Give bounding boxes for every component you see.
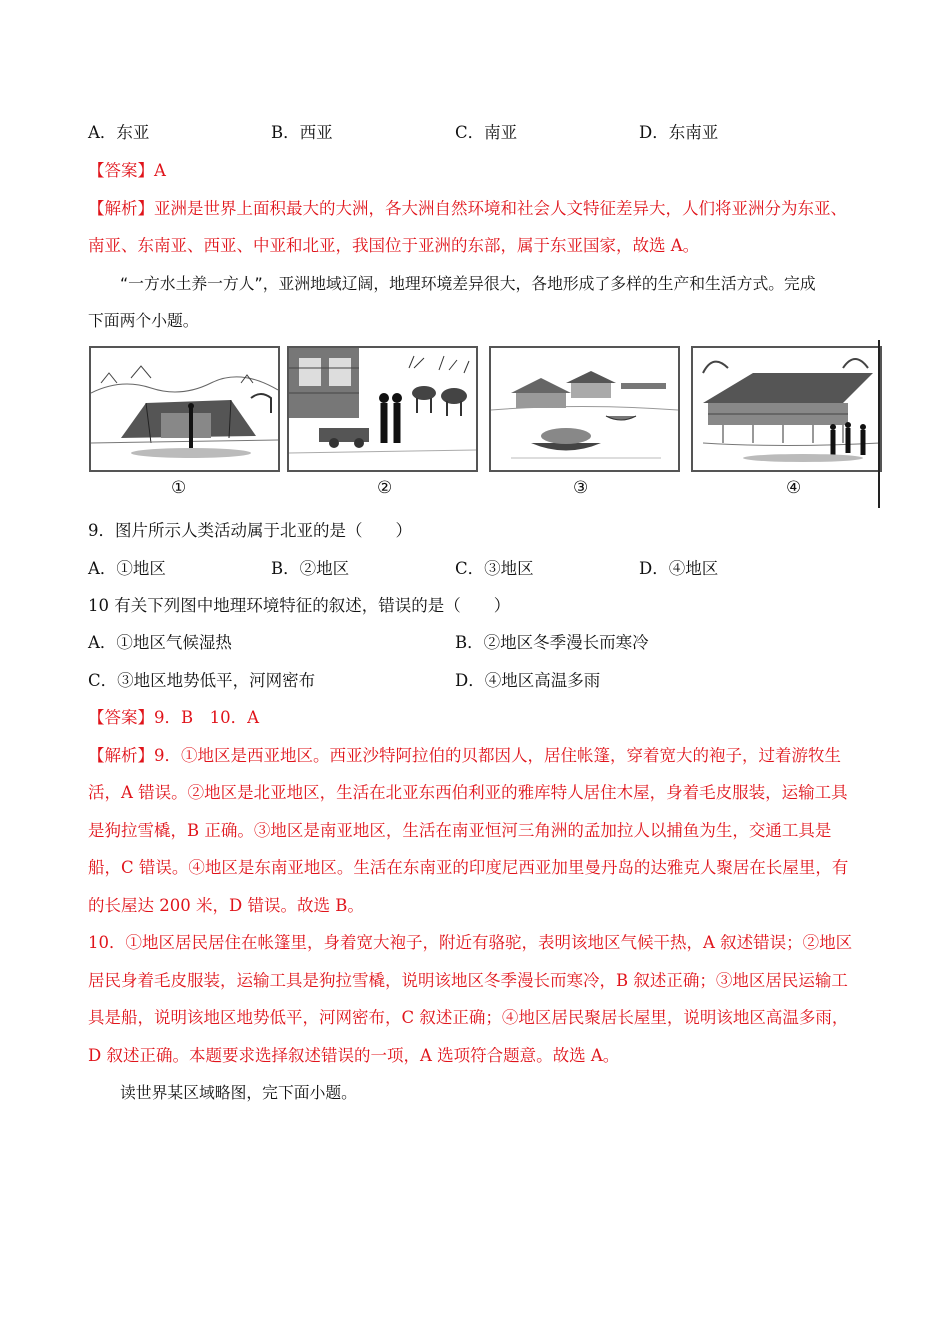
q9-option-a: A．①地区 (88, 559, 166, 578)
figure-4-longhouse (691, 346, 882, 472)
page-margin-rule (878, 340, 880, 508)
figure-2-caption: ② (377, 478, 393, 498)
q10-option-c: C．③地区地势低平，河网密布 (88, 671, 316, 690)
q10-option-b: B．②地区冬季漫长而寒冷 (455, 633, 649, 652)
analysis-line-2: 活，A 错误。②地区是北亚地区，生活在北亚东西伯利亚的雅库特人居住木屋，身着毛皮服装，运输工具 (88, 783, 848, 802)
q8-analysis-line-1: 【解析】亚洲是世界上面积最大的大洲，各大洲自然环境和社会人文特征差异大，人们将亚洲分为东亚、 (88, 199, 847, 218)
analysis-line-8: 具是船，说明该地区地势低平，河网密布，C 叙述正确；④地区居民聚居长屋里，说明该地区高温多雨， (88, 1008, 849, 1027)
answer-9-10: 【答案】9．B 10．A (88, 708, 260, 727)
analysis-line-3: 是狗拉雪橇，B 正确。③地区是南亚地区，生活在南亚恒河三角洲的孟加拉人以捕鱼为生，交通工具是 (88, 821, 832, 840)
q9-option-b: B．②地区 (271, 559, 350, 578)
analysis-line-5: 的长屋达 200 米，D 错误。故选 B。 (88, 896, 364, 915)
analysis-line-6: 10．①地区居民居住在帐篷里，身着宽大袍子，附近有骆驼，表明该地区气候干热，A 叙述错误；②地区 (88, 933, 853, 952)
q8-option-d: D．东南亚 (639, 123, 719, 142)
analysis-line-4: 船，C 错误。④地区是东南亚地区。生活在东南亚的印度尼西亚加里曼丹岛的达雅克人聚居在长屋里，有 (88, 858, 849, 877)
analysis-label: 【解析】 (88, 199, 154, 218)
q10-option-a: A．①地区气候湿热 (88, 633, 232, 652)
analysis-line-7: 居民身着毛皮服装，运输工具是狗拉雪橇，说明该地区冬季漫长而寒冷，B 叙述正确；③地区居民运输工 (88, 971, 848, 990)
q8-option-a: A．东亚 (88, 123, 150, 142)
q10-stem: 10 有关下列图中地理环境特征的叙述，错误的是（ ） (88, 596, 511, 615)
figure-3-river-boats (489, 346, 680, 472)
intro-line-1: “一方水土养一方人”，亚洲地域辽阔，地理环境差异很大，各地形成了多样的生产和生活方式。完成 (120, 274, 816, 293)
q10-option-d: D．④地区高温多雨 (455, 671, 601, 690)
q9-option-c: C．③地区 (455, 559, 534, 578)
figure-2-sled-dogs (287, 346, 478, 472)
q8-option-b: B．西亚 (271, 123, 333, 142)
q9-stem: 9．图片所示人类活动属于北亚的是（ ） (88, 521, 412, 540)
figure-4-caption: ④ (786, 478, 802, 498)
intro-line-2: 下面两个小题。 (88, 311, 199, 330)
q8-answer: 【答案】A (88, 161, 166, 180)
analysis-label: 【解析】 (88, 746, 154, 765)
q8-option-c: C．南亚 (455, 123, 518, 142)
next-question-intro: 读世界某区域略图，完下面小题。 (120, 1083, 357, 1102)
q8-analysis-line-2: 南亚、东南亚、西亚、中亚和北亚，我国位于亚洲的东部，属于东亚国家，故选 A。 (88, 236, 700, 255)
analysis-line-9: D 叙述正确。本题要求选择叙述错误的一项，A 选项符合题意。故选 A。 (88, 1046, 620, 1065)
figure-1-caption: ① (171, 478, 187, 498)
figure-3-caption: ③ (573, 478, 589, 498)
analysis-line-1: 【解析】9．①地区是西亚地区。西亚沙特阿拉伯的贝都因人，居住帐篷，穿着宽大的袍子，过着游牧生 (88, 746, 841, 765)
figure-1-bedouin-tent (89, 346, 280, 472)
q9-option-d: D．④地区 (639, 559, 719, 578)
